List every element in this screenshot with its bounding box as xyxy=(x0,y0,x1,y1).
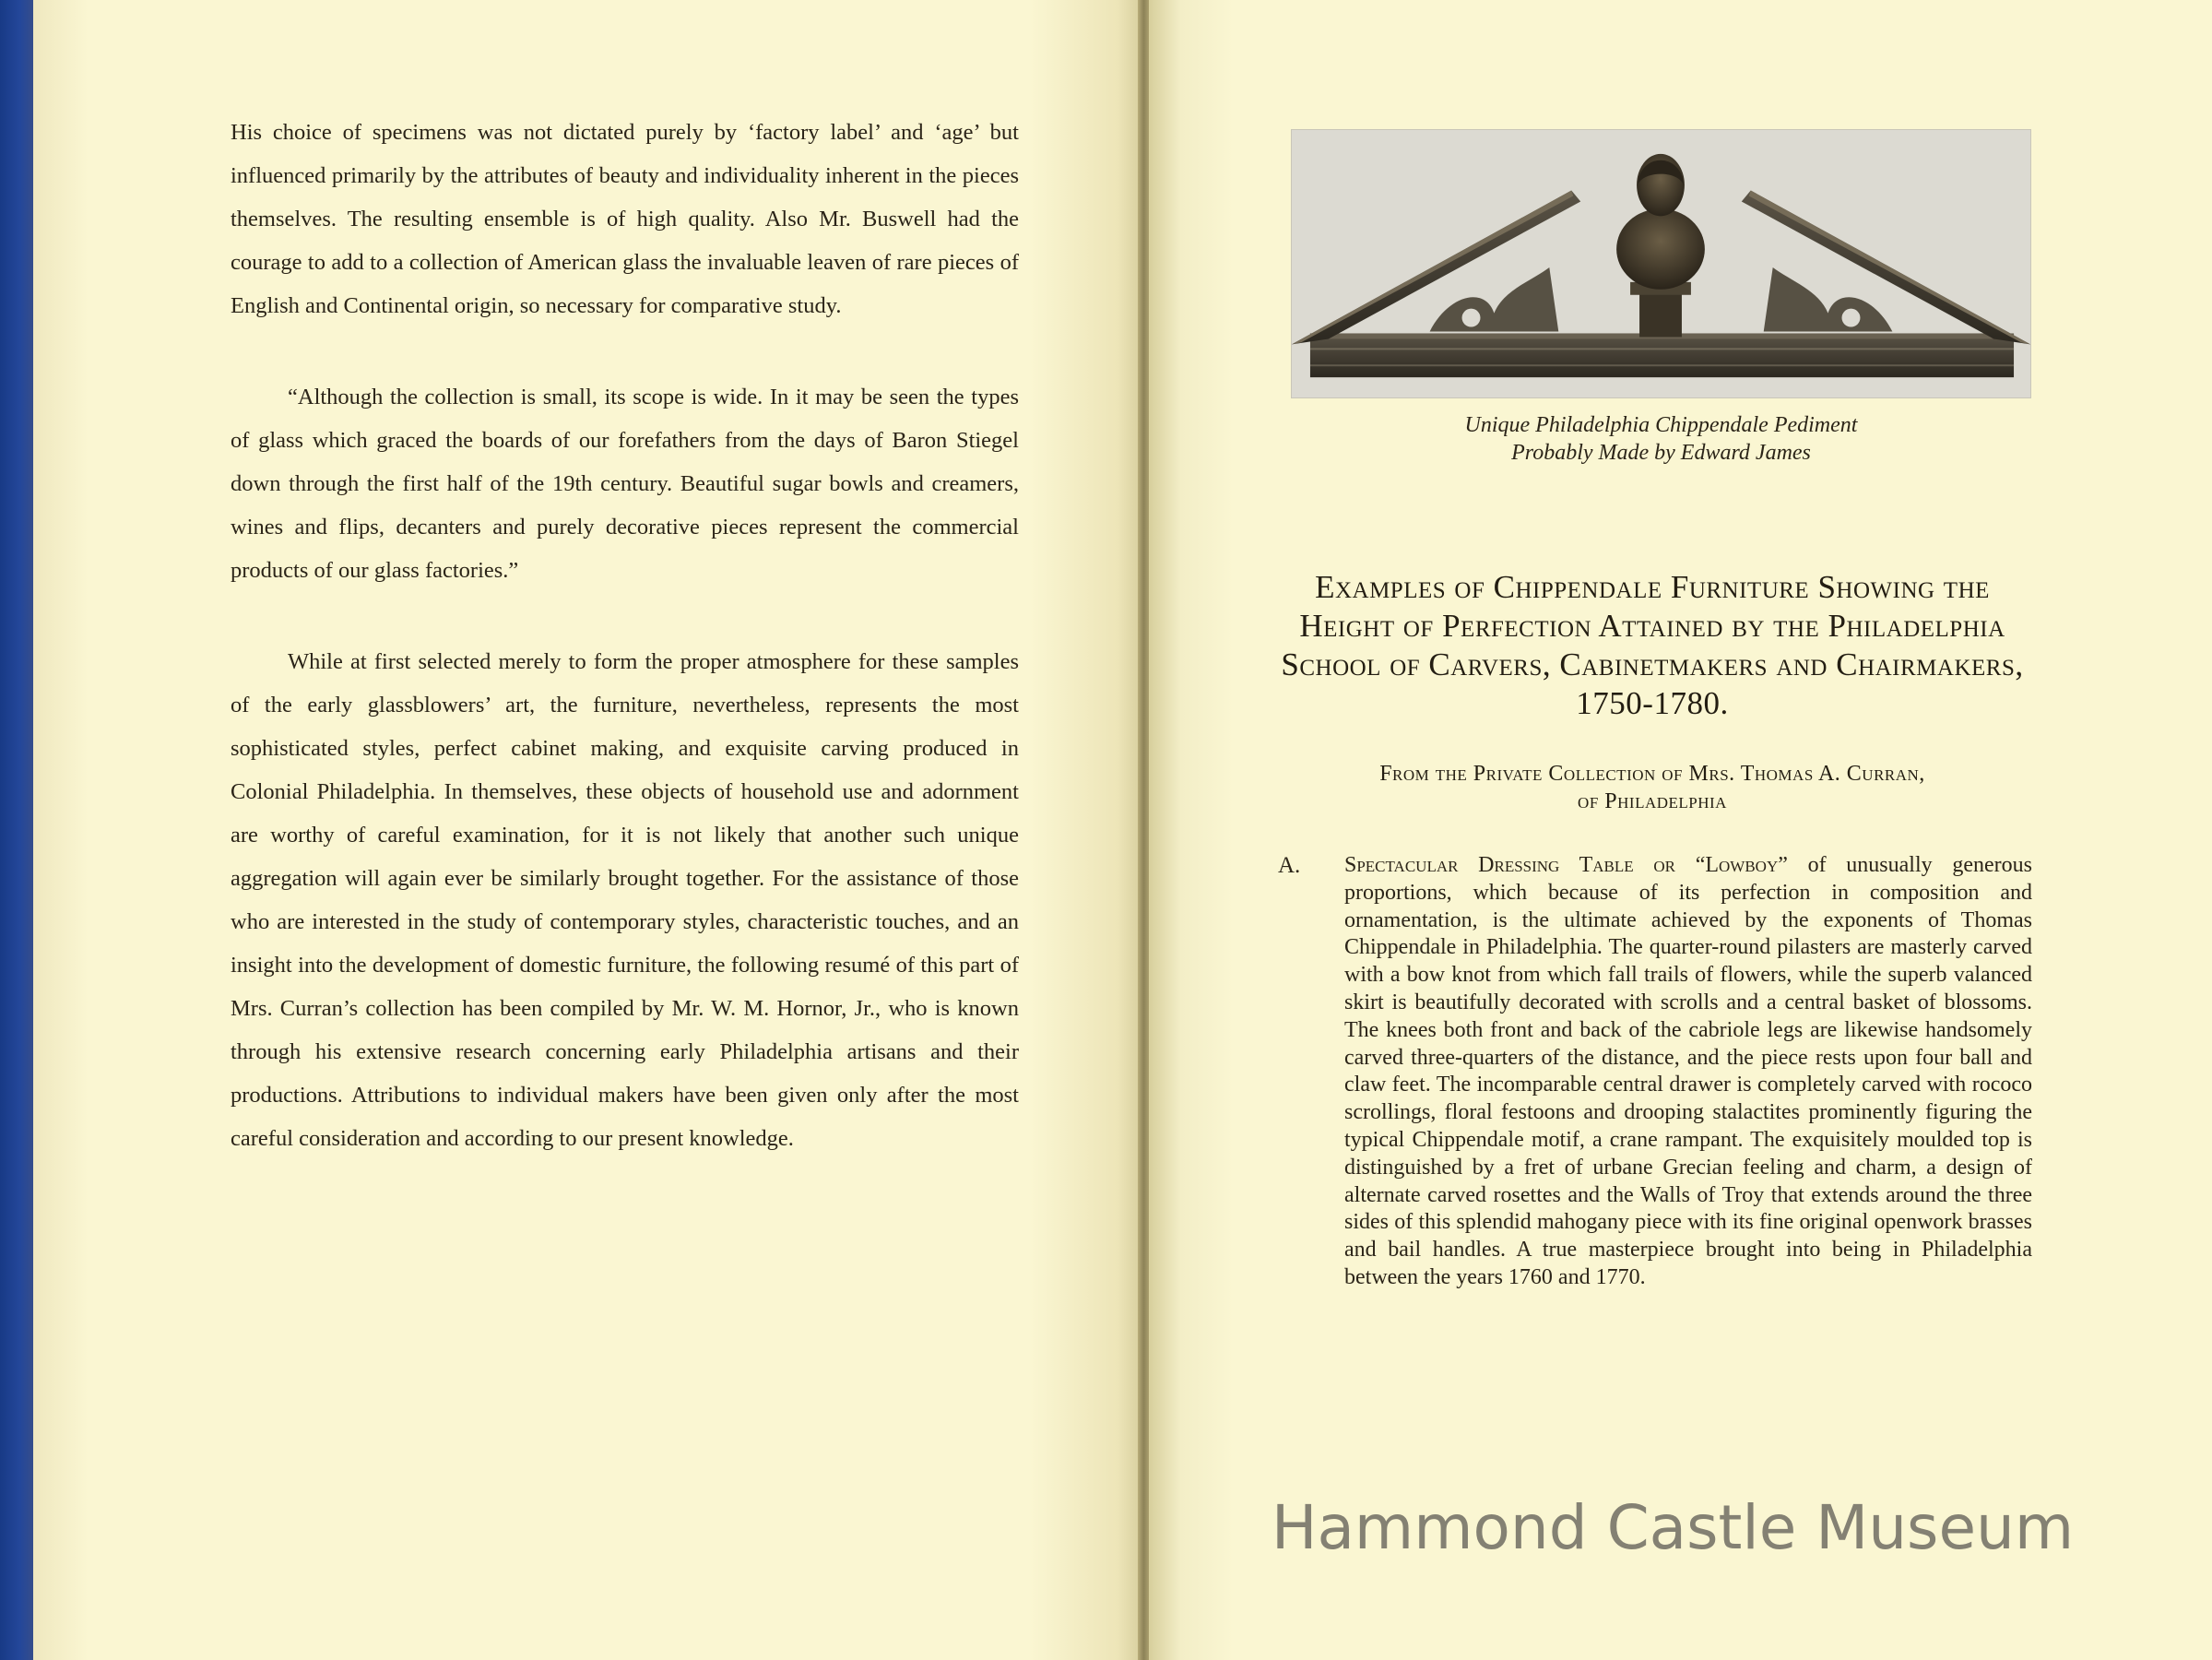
section-heading: Examples of Chippendale Furniture Showing the Height of Perfection Attained by the Philadelphia School of Carvers, Cabinetmakers and Chairmakers, 1750-1780. xyxy=(1281,569,2024,721)
watermark: Hammond Castle Museum xyxy=(1271,1492,2075,1563)
entry-text: of unusually generous proportions, which because of its perfection in composition and ornamentation, is the ultimate achieved by the exponents of Thomas Chippendale in Philadelphia. The quarter-round pilasters are masterly carved with a bow knot from which fall trails of flowers, while the superb valanced skirt is beautifully decorated with scrolls and a central basket of blossoms. The knees both front and back of the cabriole legs are likewise handsomely carved three-quarters of the distance, and the piece rests upon four ball and claw feet. The incomparable central drawer is completely carved with rococo scrollings, floral festoons and drooping stalactites prominently figuring the typical Chippendale motif, a crane rampant. The exquisitely moulded top is distinguished by a fret of urbane Grecian feeling and charm, a design of alternate carved rosettes and the Walls of Troy that extends around the three sides of this splendid mahogany piece with its fine original openwork brasses and bail handles. A true masterpiece brought into being in Philadelphia between the years 1760 and 1770. xyxy=(1344,853,2032,1289)
entry-letter: A. xyxy=(1278,853,1301,878)
catalog-entry-a xyxy=(1278,852,2032,1292)
caption-line-2: Probably Made by Edward James xyxy=(1511,441,1811,465)
paragraph-collection-quote: “Although the collection is small, its scope is wide. In it may be seen the types of glass which graced the boards of our forefathers from the days of Baron Stiegel down through the first half of the 19th century. Beautiful sugar bowls and creamers, wines and flips, decanters and purely decorative pieces represent the commercial products of our glass factories.” xyxy=(231,385,1019,583)
caption-line-1: Unique Philadelphia Chippendale Pediment xyxy=(1464,413,1858,437)
collection-subheading xyxy=(1265,760,2040,815)
pediment-photo xyxy=(1291,129,2031,398)
subheading-line-2: of Philadelphia xyxy=(1578,789,1727,813)
book-cover-edge xyxy=(0,0,37,1660)
photo-caption xyxy=(1291,411,2031,467)
entry-description xyxy=(1344,852,2032,1292)
entry-lead: Spectacular Dressing Table or “Lowboy” xyxy=(1344,853,1788,877)
left-page-text xyxy=(231,111,1019,1160)
paragraph-specimens: His choice of specimens was not dictated purely by ‘factory label’ and ‘age’ but influenced primarily by the attributes of beauty and individuality inherent in the pieces themselves. The resulting ensemble is of high quality. Also Mr. Buswell had the courage to add to a collection of American glass the invaluable leaven of rare pieces of English and Continental origin, so necessary for comparative study. xyxy=(231,120,1019,318)
paragraph-furniture: While at first selected merely to form the proper atmosphere for these samples of the early glassblowers’ art, the furniture, nevertheless, represents the most sophisticated styles, perfect cabinet making, and exquisite carving produced in Colonial Philadelphia. In themselves, these objects of household use and adornment are worthy of careful examination, for it is not likely that another such unique aggregation will again ever be similarly brought together. For the assistance of those who are interested in the study of contemporary styles, characteristic touches, and an insight into the development of domestic furniture, the following resumé of this part of Mrs. Curran’s collection has been compiled by Mr. W. M. Hornor, Jr., who is known through his extensive research concerning early Philadelphia artisans and their productions. Attributions to individual makers have been given only after the most careful consideration and according to our present knowledge. xyxy=(231,649,1019,1151)
subheading-line-1: From the Private Collection of Mrs. Thomas A. Curran, xyxy=(1379,762,1925,786)
pediment-illustration xyxy=(1292,130,2030,397)
